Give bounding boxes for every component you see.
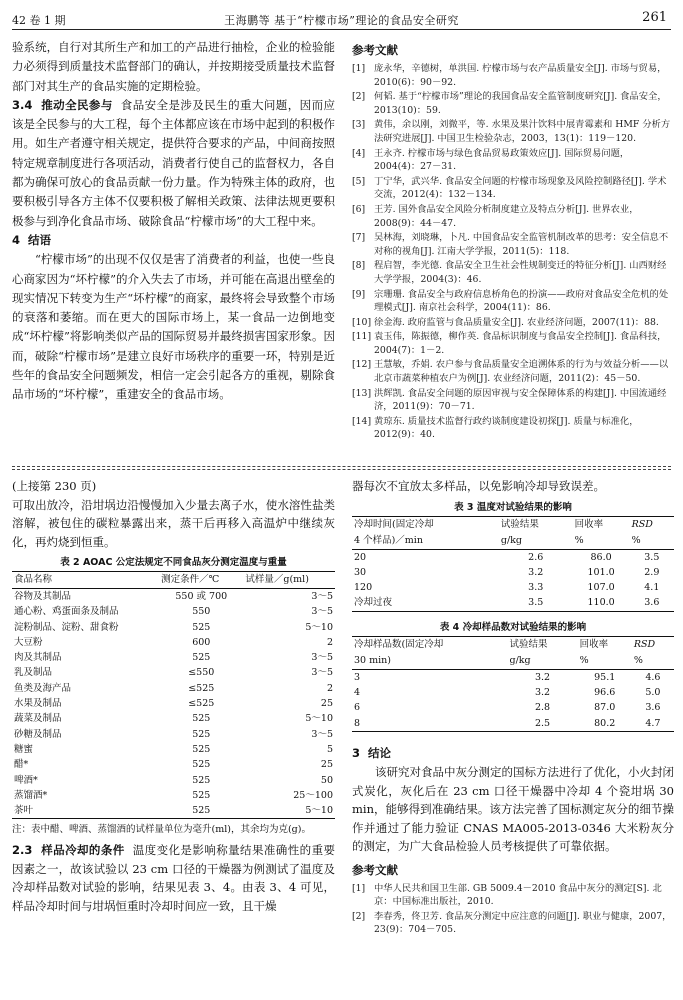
table-2-caption: 表 2 AOAC 公定法规定不同食品灰分测定温度与重量 bbox=[60, 557, 287, 568]
table-4-subheader: % bbox=[578, 653, 632, 670]
reference-text: 丁宁华，武兴华. 食品安全问题的柠檬市场现象及风险控制路径[J]. 学术交流，2012(4)：132－134. bbox=[374, 175, 667, 201]
table-2-row bbox=[12, 773, 335, 788]
table-2-cell: 5 bbox=[326, 743, 333, 755]
reference-number: [2] bbox=[352, 91, 366, 103]
references-list bbox=[352, 62, 674, 442]
running-header bbox=[12, 10, 671, 30]
table-4-row bbox=[352, 669, 674, 685]
table-3-subheader: g/kg bbox=[499, 533, 573, 550]
section-3-text: 该研究对食品中灰分测定的国标方法进行了优化，小火封闭式炭化，灰化后在 23 cm 口径干燥器中冷却 4 个瓷坩埚 30 min，能够得到准确结果。该方法完善了国标测定灰分的细节操作并通过了能力验证 CNAS MA005-2013-0346 大米粉灰分的测定，为广大食品检验人员考核提供了可靠依据。 bbox=[352, 765, 674, 854]
table-3-cell: 2.6 bbox=[528, 551, 544, 563]
table-3-cell: 冷却过夜 bbox=[354, 597, 393, 609]
table-2-row bbox=[12, 681, 335, 696]
table-2-row bbox=[12, 757, 335, 772]
table-4 bbox=[352, 636, 674, 732]
intro-paragraph: 验系统，自行对其所生产和加工的产品进行抽检，企业的检验能力必须得到质量技术监督部门的确认，并按期接受质量技术监督部门对其生产的食品实施的定期检验。 bbox=[12, 40, 335, 93]
table-2-cell: 糖蜜 bbox=[14, 743, 34, 755]
reference-text: 黄伟，余以刚，刘微平，等. 水果及果汁饮料中展青霉素和 HMF 分析方法研究进展[J]. 中国卫生检验杂志，2003，13(1)：119－120. bbox=[374, 119, 671, 144]
table-3-cell: 110.0 bbox=[587, 597, 615, 609]
table-2-row bbox=[12, 589, 335, 605]
table-2-cell: 5～10 bbox=[305, 713, 333, 725]
table-2-cell: 550 bbox=[192, 606, 211, 618]
table-2-cell: 3～5 bbox=[311, 728, 333, 740]
reference-item bbox=[352, 415, 674, 442]
table-2-row bbox=[12, 635, 335, 650]
references-title: 参考文献 bbox=[352, 43, 398, 57]
reference-text: 王芳. 国外食品安全风险分析制度建立及特点分析[J]. 世界农业，2008(9)：44－47. bbox=[374, 203, 639, 229]
table-2-cell: 砂糖及制品 bbox=[14, 728, 62, 740]
table-4-cell: 4.7 bbox=[645, 717, 661, 729]
table-4-header: 回收率 bbox=[579, 638, 609, 650]
table-3-row bbox=[352, 595, 674, 611]
table-4-subheader: g/kg bbox=[508, 653, 578, 670]
table-2-cell: 525 bbox=[192, 652, 211, 664]
reference-text: 何韬. 基于“柠檬市场”理论的我国食品安全监管制度研究[J]. 食品安全，2013(10)：59. bbox=[374, 91, 667, 116]
paragraph-ash: 可取出放冷，沿坩埚边沿慢慢加入少量去离子水，使水溶性盐类溶解，被包住的碳粒暴露出来，蒸干后再移入高温炉中继续灰化，再灼烧到恒重。 bbox=[12, 497, 335, 549]
table-3-header: 回收率 bbox=[574, 518, 604, 530]
top-left-column bbox=[12, 38, 335, 405]
table-4-cell: 3.2 bbox=[534, 686, 551, 698]
table-2-cell: 肉及其制品 bbox=[14, 652, 62, 664]
reference-number: [5] bbox=[352, 175, 366, 187]
table-3-cell: 86.0 bbox=[590, 551, 612, 563]
table-2-cell: 大豆粉 bbox=[14, 636, 43, 648]
reference-text: 王永齐. 柠檬市场与绿色食品贸易政策效应[J]. 国际贸易问题，2004(4)：27－31. bbox=[374, 147, 630, 173]
table-2-cell: 25 bbox=[320, 698, 333, 710]
table-2-cell: 3～5 bbox=[311, 606, 333, 618]
reference-number: [14] bbox=[352, 415, 372, 427]
reference-text: 吴林海，刘晓琳，卜凡. 中国食品安全监管机制改革的思考：安全信息不对称的视角[J]. 江南大学学报，2011(5)：118. bbox=[374, 232, 669, 257]
references-bottom-list bbox=[352, 882, 674, 937]
table-3-cell: 20 bbox=[354, 551, 367, 563]
table-2-row bbox=[12, 604, 335, 619]
table-4-cell: 87.0 bbox=[594, 702, 616, 714]
table-3-subheader: % bbox=[573, 533, 630, 550]
table-2-cell: 525 bbox=[192, 789, 211, 801]
table-2-cell: 乳及制品 bbox=[14, 667, 53, 679]
reference-item bbox=[352, 882, 674, 909]
table-2-row bbox=[12, 650, 335, 665]
table-4-subheader: % bbox=[632, 653, 674, 670]
table-2-cell: 3～5 bbox=[311, 591, 333, 602]
table-4-cell: 5.0 bbox=[645, 686, 661, 698]
table-4-cell: 6 bbox=[354, 702, 361, 714]
table-4-cell: 4 bbox=[354, 686, 361, 698]
reference-item bbox=[352, 118, 674, 145]
table-4-cell: 2.5 bbox=[534, 717, 551, 729]
table-3-cell: 107.0 bbox=[587, 582, 615, 594]
reference-item bbox=[352, 147, 674, 174]
table-3-cell: 30 bbox=[354, 566, 367, 578]
table-2-cell: 525 bbox=[192, 621, 211, 633]
reference-text: 黄琼东. 质量技术监督行政约谈制度建设初探[J]. 质量与标准化，2012(9)：40. bbox=[374, 415, 639, 441]
table-4-cell: 3.2 bbox=[534, 671, 551, 683]
table-2-cell: 鱼类及海产品 bbox=[14, 682, 72, 694]
section-divider bbox=[12, 466, 671, 467]
reference-item bbox=[352, 358, 674, 385]
table-2-cell: 谷物及其制品 bbox=[14, 591, 72, 602]
table-2-cell: ≤525 bbox=[188, 698, 215, 710]
table-2-cell: 550 或 700 bbox=[175, 591, 228, 602]
table-2-cell: 25～100 bbox=[293, 789, 333, 801]
reference-text: 王慧敏，乔娟. 农户参与食品质量安全追溯体系的行为与效益分析——以北京市蔬菜种植农户为例[J]. 农业经济问题，2011(2)：45－50. bbox=[374, 359, 669, 385]
table-3-cell: 3.3 bbox=[528, 582, 544, 594]
table-2-row bbox=[12, 742, 335, 757]
table-2-cell: 525 bbox=[192, 728, 211, 740]
table-2-cell: 水果及制品 bbox=[14, 698, 62, 710]
table-3-cell: 3.5 bbox=[528, 597, 544, 609]
continued-from: (上接第 230 页) bbox=[12, 479, 97, 493]
bottom-left-column bbox=[12, 477, 335, 915]
table-4-cell: 96.6 bbox=[594, 686, 616, 698]
table-4-header: 试验结果 bbox=[509, 638, 548, 650]
table-3-subheader: 4 个样品)／min bbox=[352, 533, 499, 550]
reference-item bbox=[352, 62, 674, 89]
table-2-header: 试样量／g(ml) bbox=[243, 572, 335, 589]
table-3-header: RSD bbox=[631, 518, 653, 530]
section-2-3-heading: 2.3 样品冷却的条件 bbox=[12, 843, 125, 858]
reference-item bbox=[352, 203, 674, 230]
bottom-right-column bbox=[352, 477, 674, 938]
reference-item bbox=[352, 259, 674, 286]
reference-number: [11] bbox=[352, 331, 372, 343]
reference-item bbox=[352, 175, 674, 202]
reference-number: [1] bbox=[352, 63, 366, 74]
table-4-cell: 3.6 bbox=[645, 702, 661, 714]
table-4-header: RSD bbox=[633, 638, 656, 650]
table-3-header: 试验结果 bbox=[500, 518, 539, 530]
reference-number: [13] bbox=[352, 387, 372, 399]
table-2-row bbox=[12, 696, 335, 711]
table-3-subheader: % bbox=[630, 533, 674, 550]
reference-number: [3] bbox=[352, 119, 366, 131]
table-4-cell: 95.1 bbox=[594, 671, 616, 683]
reference-number: [6] bbox=[352, 203, 366, 215]
table-3-cell: 101.0 bbox=[587, 566, 615, 578]
table-2-header: 测定条件／℃ bbox=[159, 572, 243, 589]
table-3-row bbox=[352, 565, 674, 580]
references-top bbox=[352, 40, 674, 443]
table-3-row bbox=[352, 549, 674, 565]
table-4-cell: 8 bbox=[354, 717, 361, 729]
table-4-cell: 4.6 bbox=[645, 671, 661, 683]
table-2-cell: 3～5 bbox=[311, 667, 333, 679]
table-3-cell: 120 bbox=[354, 582, 373, 594]
table-2-header: 食品名称 bbox=[12, 572, 159, 589]
table-3-cell: 3.6 bbox=[644, 597, 660, 609]
table-4-cell: 3 bbox=[354, 671, 361, 683]
reference-number: [2] bbox=[352, 910, 366, 922]
table-4-row bbox=[352, 685, 674, 700]
table-3-cell: 3.2 bbox=[528, 566, 544, 578]
reference-number: [9] bbox=[352, 288, 366, 300]
reference-item bbox=[352, 90, 674, 117]
running-title: 王海鹏等 基于“柠檬市场”理论的食品安全研究 bbox=[224, 14, 459, 27]
reference-text: 徐金海. 政府监管与食品质量安全[J]. 农业经济问题，2007(11)：88. bbox=[374, 316, 659, 328]
table-2-cell: 5～10 bbox=[305, 621, 333, 633]
table-2-cell: 通心粉、鸡蛋面条及制品 bbox=[14, 606, 119, 618]
reference-item bbox=[352, 387, 674, 414]
table-2-cell: 2 bbox=[326, 682, 333, 694]
section-3-heading: 3 结论 bbox=[352, 745, 392, 760]
table-2-cell: 600 bbox=[192, 636, 211, 648]
table-2-cell: 啤酒* bbox=[14, 774, 38, 786]
reference-item bbox=[352, 910, 674, 937]
table-4-subheader: 30 min) bbox=[352, 653, 508, 670]
table-2-cell: 525 bbox=[192, 713, 211, 725]
reference-text: 袁玉伟，陈振德，柳作英. 食品标识制度与食品安全控制[J]. 食品科技，2004(7)：1－2. bbox=[374, 331, 667, 356]
reference-number: [10] bbox=[352, 316, 372, 328]
section-2-3-text: 温度变化是影响称量结果准确性的重要因素之一，故该试验以 23 cm 口径的干燥器为例测试了温度及冷却样品数对试验的影响，结果见表 3、4。由表 3、4 可见，样品冷却时间与坩埚恒重时冷却时间应一致，且干燥 bbox=[12, 843, 336, 913]
table-3-row bbox=[352, 580, 674, 595]
table-2-row bbox=[12, 788, 335, 803]
table-2-cell: 5～10 bbox=[305, 805, 333, 817]
table-2-row bbox=[12, 803, 335, 819]
table-2-note: 注：表中醋、啤酒、蒸馏酒的试样量单位为毫升(ml)，其余均为克(g)。 bbox=[12, 824, 311, 836]
section-3-4-heading: 3.4 推动全民参与 bbox=[12, 97, 113, 112]
reference-text: 宗珊珊. 食品安全与政府信息桥角色的扮演——政府对食品安全危机的处理模式[J]. 南京社会科学，2004(11)：86. bbox=[374, 288, 669, 314]
table-2-cell: 525 bbox=[192, 774, 211, 786]
reference-item bbox=[352, 316, 674, 330]
section-divider-secondary bbox=[12, 469, 671, 470]
table-3-cell: 3.5 bbox=[644, 551, 660, 563]
reference-text: 洪辉凯. 食品安全问题的原因审视与安全保障体系的构建[J]. 中国流通经济，2011(9)：70－71. bbox=[374, 387, 667, 413]
table-4-caption: 表 4 冷却样品数对试验结果的影响 bbox=[439, 621, 587, 633]
table-2 bbox=[12, 571, 335, 819]
table-2-cell: 3～5 bbox=[311, 652, 333, 664]
table-2-cell: 蔬菜及制品 bbox=[14, 713, 62, 725]
table-2-cell: 525 bbox=[192, 759, 211, 771]
table-2-cell: 525 bbox=[192, 743, 211, 755]
reference-number: [4] bbox=[352, 147, 366, 159]
table-4-header: 冷却样品数(固定冷却 bbox=[354, 638, 444, 650]
continuation-text: 器每次不宜放太多样品，以免影响冷却导致误差。 bbox=[352, 479, 605, 493]
volume-issue: 42 卷 1 期 bbox=[12, 14, 66, 27]
table-3-header: 冷却时间(固定冷却 bbox=[354, 518, 434, 530]
section-4-heading: 4 结语 bbox=[12, 232, 52, 247]
reference-item bbox=[352, 330, 674, 357]
reference-text: 庞永华，辛德树，单洪国. 柠檬市场与农产品质量安全[J]. 市场与贸易，2010(6)：90－92. bbox=[374, 63, 667, 88]
section-4-text: “柠檬市场”的出现不仅仅是害了消费者的利益，也使一些良心商家因为“坏柠檬”的介入失去了市场，并可能在高退出壁垒的现实情况下转变为生产“坏柠檬”的商家，最终将会导致整个市场的衰落和萎缩。而在更大的国际市场上，某一食品一边倒地变成“坏柠檬”将影响类似产品的国际贸易并最终损害国家形象。因而，破除“柠檬市场”是建立良好市场秩序的重要一环，特别是近些年的食品安全问题频发，相信一定会引起各方的重视，剔除食品市场的“坏柠檬”，重建安全的食品市场。 bbox=[12, 252, 335, 402]
reference-text: 李春秀，佟卫芳. 食品灰分测定中应注意的问题[J]. 职业与健康，2007，23(9)：704－705. bbox=[374, 910, 672, 936]
reference-number: [1] bbox=[352, 882, 366, 894]
table-4-cell: 2.8 bbox=[534, 702, 551, 714]
page-number: 261 bbox=[642, 10, 667, 25]
table-2-row bbox=[12, 620, 335, 635]
section-2-3 bbox=[12, 841, 335, 915]
table-3-cell: 4.1 bbox=[644, 582, 660, 594]
table-2-cell: 蒸馏酒* bbox=[14, 789, 48, 801]
table-2-cell: 25 bbox=[320, 759, 333, 771]
table-4-row bbox=[352, 716, 674, 732]
table-2-cell: ≤525 bbox=[188, 682, 215, 694]
table-2-row bbox=[12, 665, 335, 680]
reference-number: [8] bbox=[352, 260, 366, 272]
table-3-caption: 表 3 温度对试验结果的影响 bbox=[454, 501, 572, 513]
table-3 bbox=[352, 516, 674, 612]
reference-item bbox=[352, 288, 674, 315]
table-2-cell: 淀粉制品、淀粉、甜食粉 bbox=[14, 621, 119, 633]
table-2-cell: 醋* bbox=[14, 759, 29, 771]
reference-text: 中华人民共和国卫生部. GB 5009.4－2010 食品中灰分的测定[S]. 北京：中国标准出版社，2010. bbox=[374, 882, 662, 908]
table-4-row bbox=[352, 700, 674, 715]
table-2-row bbox=[12, 711, 335, 726]
section-3-4-text: 食品安全是涉及民生的重大问题，因而应该是全民参与的大工程，每个主体都应该在市场中起到的积极作用。如生产者遵守相关规定，提供符合要求的产品，中间商按照特定规章制度进行各项活动，消费者行使自己的监督权力，各自都为确保可放心的食品贡献一份力量。作为特殊主体的政府，也要积极引导各方主体不仅要积极了解相关政策、法律法规更要积极参与到净化食品市场、破除食品“柠檬市场”的大工程中来。 bbox=[12, 97, 335, 228]
table-3-cell: 2.9 bbox=[644, 566, 660, 578]
section-3-4 bbox=[12, 96, 335, 231]
table-2-cell: ≤550 bbox=[188, 667, 215, 679]
table-2-cell: 525 bbox=[192, 805, 211, 817]
table-2-cell: 2 bbox=[326, 636, 333, 648]
reference-item bbox=[352, 231, 674, 258]
references-bottom-title: 参考文献 bbox=[352, 862, 398, 877]
table-2-cell: 50 bbox=[320, 774, 333, 786]
reference-number: [7] bbox=[352, 232, 366, 244]
reference-text: 程启智，李光德. 食品安全卫生社会性规制变迁的特征分析[J]. 山西财经大学学报，2004(3)：46. bbox=[374, 260, 667, 285]
table-4-cell: 80.2 bbox=[594, 717, 616, 729]
table-2-row bbox=[12, 727, 335, 742]
table-2-cell: 茶叶 bbox=[14, 805, 34, 817]
reference-number: [12] bbox=[352, 359, 372, 371]
